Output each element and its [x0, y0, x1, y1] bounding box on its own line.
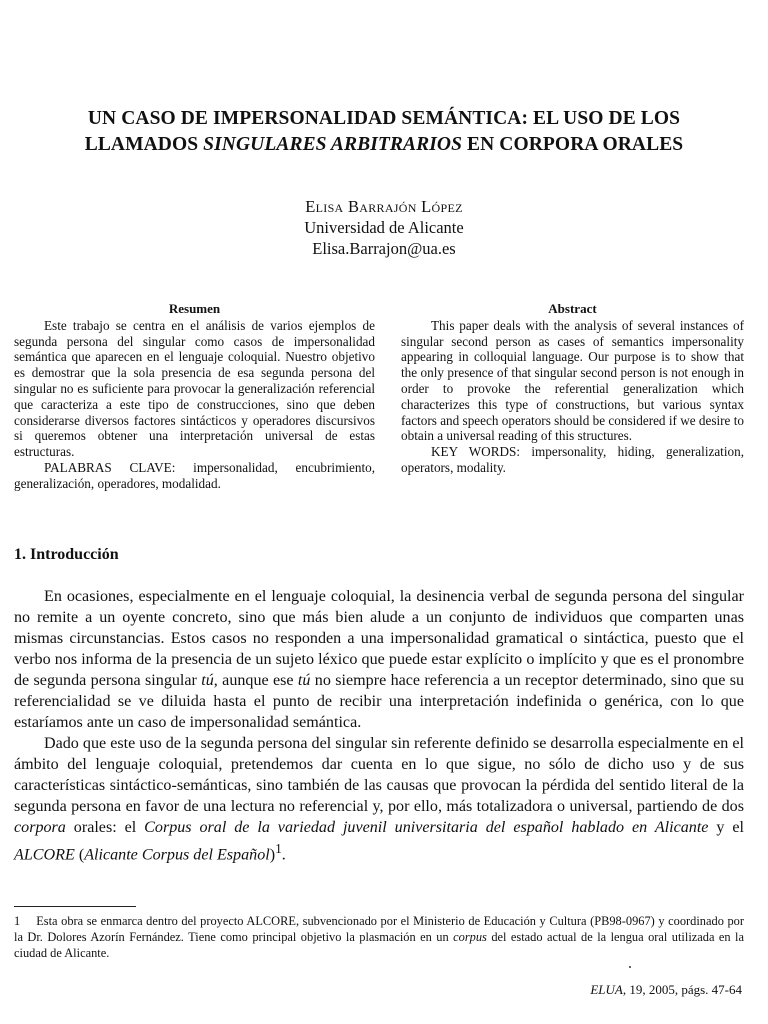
footnote-text-b: del estado actual de la lengua oral utilizada en la ciudad de Alicante. [14, 929, 744, 960]
body-p2-italic-alcore: ALCORE [14, 846, 75, 864]
author-affiliation: Universidad de Alicante [304, 218, 464, 237]
author-email: Elisa.Barrajon@ua.es [312, 239, 456, 258]
footnote-italic-corpus: corpus [453, 929, 487, 944]
body-p2-italic-corpus-name: Corpus oral de la variedad juvenil universitaria del español hablado en Alicante [144, 819, 709, 836]
body-p1-italic-tu-2: tú [297, 672, 311, 689]
body-paragraph-1 [14, 586, 744, 733]
abstract-paragraph: This paper deals with the analysis of several instances of singular second person as cases of semantics impersonality appearing in colloquial language. Our purpose is to show that the only presence of that singular second person is not enough in order to provoke the referential generalization which characterizes this type of constructions, but various syntax factors and speech operators should be considered if we desire to obtain a universal reading of this structures. [401, 317, 744, 444]
body-p1-text-a: En ocasiones, especialmente en el lenguaje coloquial, la desinencia verbal de segunda persona del singular no remite a un oyente concreto, sino que más bien alude a un conjunto de individuos que comparten unas mismas circunstancias. Estos casos no responden a una impersonalidad gramatical o sintáctica, puesto que el verbo nos informa de la presencia de un sujeto léxico que puede estar explícito o implícito y que es el pronombre de segunda persona singular [14, 588, 744, 689]
body-p2-text-e: ) [269, 846, 276, 864]
footnote-marker[interactable]: 1 [275, 841, 282, 856]
body-p1-text-b: , aunque ese [213, 672, 298, 689]
body-p1-text-c: no siempre hace referencia a un receptor determinado, sino que su referencialidad se ve diluida hasta el punto de recibir una interpretación indefinida o genérica, con lo que estaríamos ante un caso de impersonalidad semántica. [14, 672, 745, 731]
body-p2-italic-alcore-full: Alicante Corpus del Español [84, 846, 270, 864]
title-line-2-pre: LLAMADOS [84, 134, 204, 155]
title-line-2 [30, 132, 738, 158]
resumen-column [14, 301, 375, 492]
title-line-2-italic: SINGULARES ARBITRARIOS [203, 134, 463, 155]
section-heading: 1. Introducción [14, 546, 119, 563]
body-p2-text-a: Dado que este uso de la segunda persona del singular sin referente definido se desarrolla especialmente en el ámbito del lenguaje coloquial, pretendemos dar cuenta en lo que sigue, no sólo de dicho uso y de sus características sintáctico-semánticas, sino también de las causas que provocan la pérdida del sentido literal de la segunda persona en favor de una lectura no referencial y, por ello, más totalizadora o universal, partiendo de dos [14, 735, 744, 815]
footnote-divider [14, 906, 136, 907]
body-paragraph-2 [14, 733, 744, 865]
body-p2-text-c: y el [708, 819, 744, 836]
abstract-column [401, 301, 744, 476]
footnote-text-a: Esta obra se enmarca dentro del proyecto ALCORE, subvencionado por el Ministerio de Educación y Cultura (PB98-0967) y coordinado por la Dr. Dolores Azorín Fernández. Tiene como principal objetivo la plasmación en un [14, 914, 744, 944]
stray-mark [629, 966, 631, 968]
body-p2-italic-corpora: corpora [14, 819, 66, 836]
author-name: Elisa Barrajón López [305, 197, 463, 216]
title-line-2-post: EN CORPORA ORALES [462, 134, 684, 155]
journal-name: ELUA [590, 982, 623, 997]
paper-title [30, 106, 738, 158]
footnote-number: 1 [14, 914, 21, 928]
body-text [14, 586, 744, 865]
footnote [14, 914, 744, 961]
body-p1-italic-tu-1: tú [201, 672, 214, 689]
page-reference-details: , 19, 2005, págs. 47-64 [622, 982, 742, 997]
resumen-keywords: PALABRAS CLAVE: impersonalidad, encubrimiento, generalización, operadores, modalidad. [14, 459, 375, 491]
resumen-paragraph: Este trabajo se centra en el análisis de varios ejemplos de segunda persona del singular como casos de impersonalidad semántica que aparecen en el lenguaje coloquial. Nuestro objetivo es demostrar que la sola presencia de esa segunda persona del singular no es suficiente para provocar la generalización referencial que caracteriza a este tipo de construcciones, sino que deben considerarse diversos factores sintácticos y operadores discursivos si queremos obtener una interpretación universal de estas estructuras. [14, 317, 375, 460]
body-p2-text-f: . [281, 846, 286, 864]
abstract-heading: Abstract [548, 301, 597, 316]
body-p2-text-b: orales: el [65, 819, 145, 836]
resumen-heading: Resumen [168, 301, 221, 316]
page-reference [590, 982, 742, 998]
body-p2-text-d: ( [74, 846, 85, 864]
author-block [184, 196, 584, 259]
title-line-1: UN CASO DE IMPERSONALIDAD SEMÁNTICA: EL USO DE LOS [87, 108, 681, 129]
abstract-keywords: KEY WORDS: impersonality, hiding, generalization, operators, modality. [401, 444, 744, 475]
